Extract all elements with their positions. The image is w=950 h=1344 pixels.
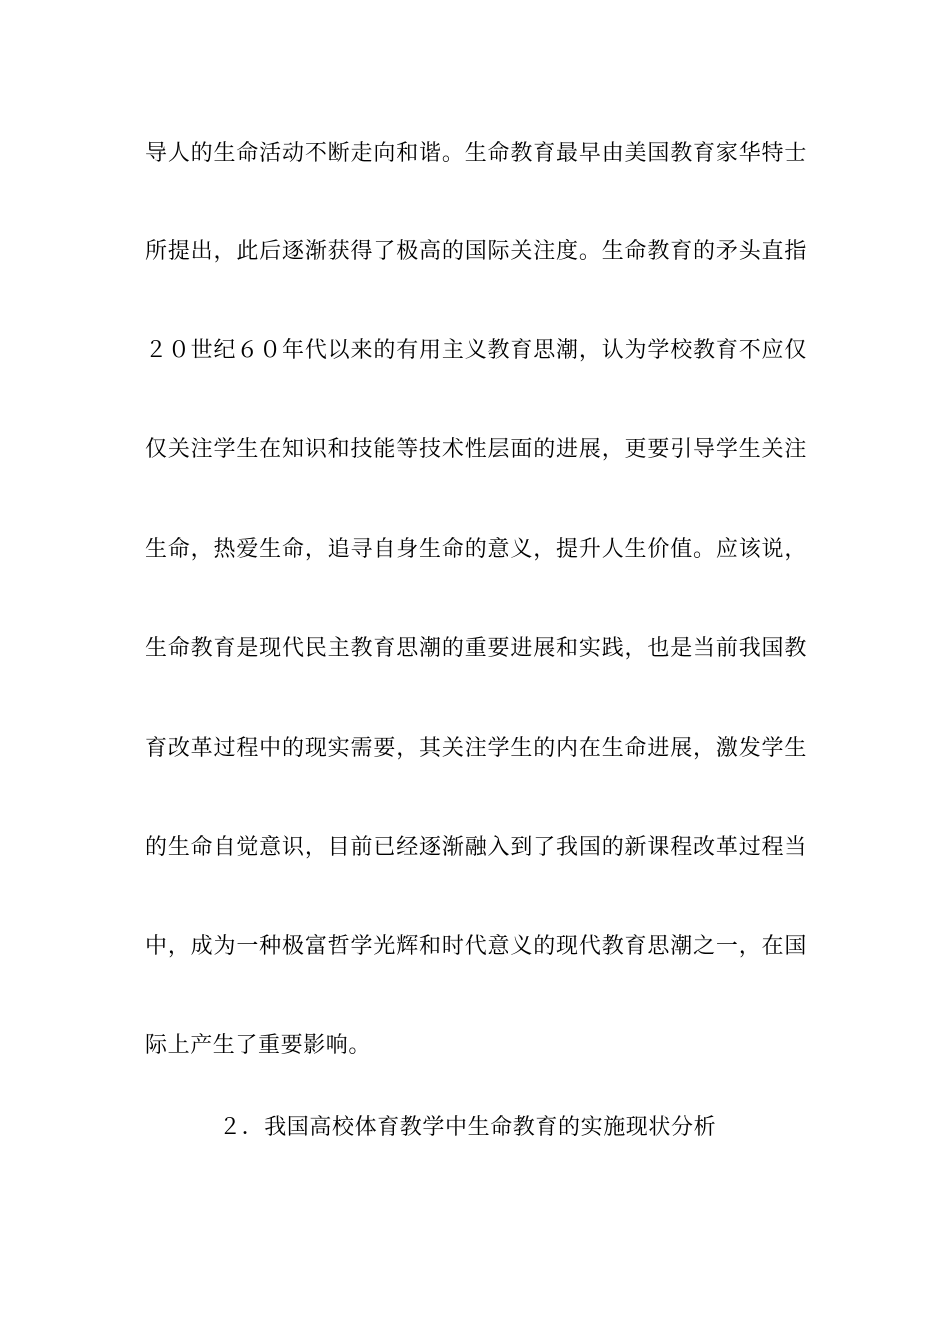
section-heading: ２．我国高校体育教学中生命教育的实施现状分析 — [219, 1115, 717, 1140]
paragraph-line: 的生命自觉意识，目前已经逐渐融入到了我国的新课程改革过程当 — [145, 835, 807, 860]
paragraph-line: 导人的生命活动不断走向和谐。生命教育最早由美国教育家华特士 — [145, 141, 807, 166]
paragraph-line: ２０世纪６０年代以来的有用主义教育思潮，认为学校教育不应仅 — [145, 338, 807, 363]
paragraph-line: 生命教育是现代民主教育思潮的重要进展和实践，也是当前我国教 — [145, 636, 807, 661]
paragraph-line: 生命，热爱生命，追寻自身生命的意义，提升人生价值。应该说， — [145, 537, 807, 562]
paragraph-line: 所提出，此后逐渐获得了极高的国际关注度。生命教育的矛头直指 — [145, 239, 807, 264]
paragraph-line: 仅关注学生在知识和技能等技术性层面的进展，更要引导学生关注 — [145, 437, 807, 462]
paragraph-line-last: 际上产生了重要影响。 — [145, 1033, 372, 1058]
paragraph-line: 育改革过程中的现实需要，其关注学生的内在生命进展，激发学生 — [145, 736, 807, 761]
paragraph-line: 中，成为一种极富哲学光辉和时代意义的现代教育思潮之一，在国 — [145, 934, 807, 959]
